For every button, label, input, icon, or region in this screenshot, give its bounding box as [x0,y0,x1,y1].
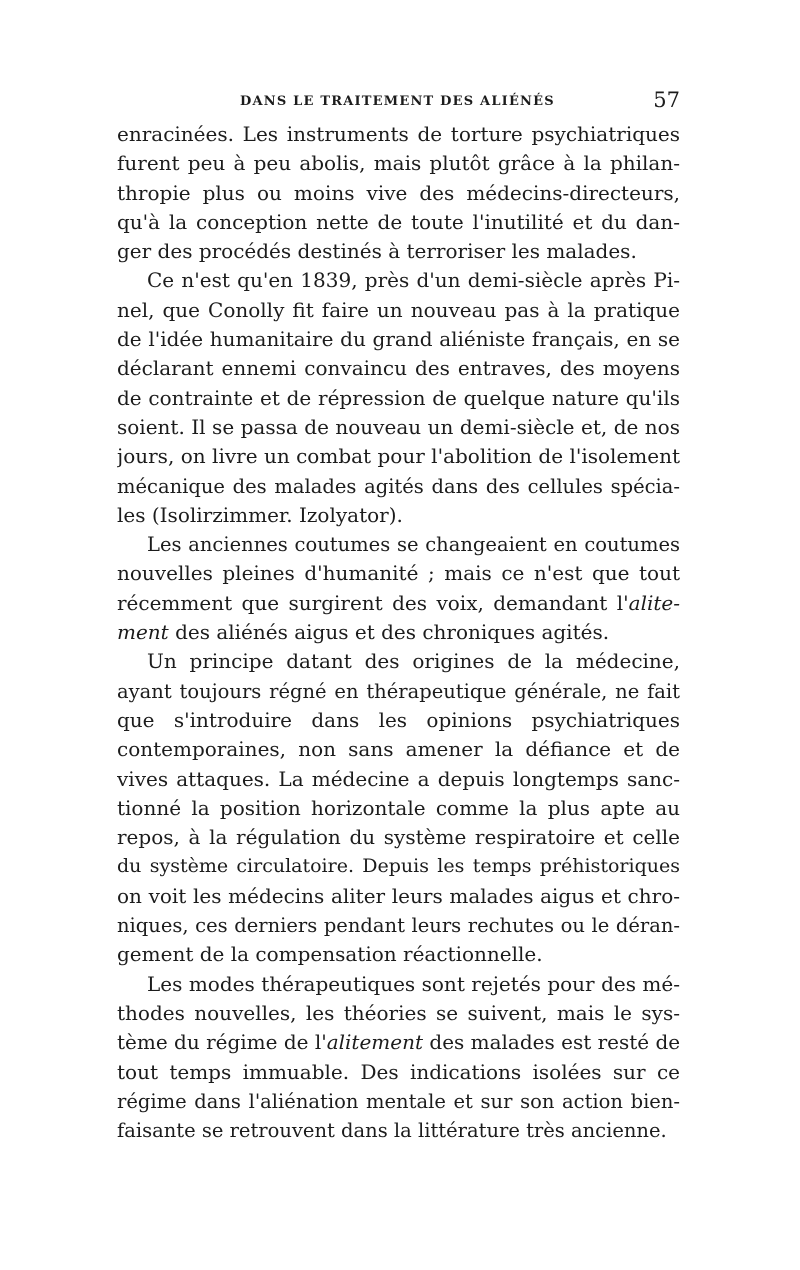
text-segment: tème du régime de l' [117,1030,327,1055]
text-line: thodes nouvelles, les théories se suivent, mais le sys- [117,1000,680,1025]
paragraph [117,120,680,266]
text-segment: récemment que surgirent des voix, demandant l' [117,590,629,615]
text-line: de contrainte et de répression de quelque nature qu'ils [117,385,680,410]
text-line: niques, ces derniers pendant leurs rechutes ou le déran- [117,914,680,938]
text-line: Ce n'est qu'en 1839, près d'un demi-siècle après Pi- [147,268,680,293]
text-line: contemporaines, non sans amener la défiance et de [117,737,680,762]
text-line: Les anciennes coutumes se changeaient en coutumes [147,533,680,557]
text-line: gement de la compensation réactionnelle. [117,942,543,967]
paragraph [117,266,680,530]
text-segment: des aliénés aigus et des chroniques agités. [168,620,610,645]
text-line: furent peu à peu abolis, mais plutôt grâce à la philan- [117,151,680,176]
text-line: jours, on livre un combat pour l'abolition de l'isolement [117,444,680,469]
text-line: tionné la position horizontale comme la plus apte au [117,795,680,820]
text-line: on voit les médecins aliter leurs malades aigus et chro- [117,883,680,908]
text-line: du système circulatoire. Depuis les temps préhistoriques [117,855,680,878]
paragraph [117,530,680,647]
italic-term: ment [117,620,169,645]
text-line: que s'introduire dans les opinions psychiatriques [117,707,680,732]
paragraph [117,647,680,969]
text-line: tout temps immuable. Des indications isolées sur ce [117,1059,680,1084]
text-line [117,589,680,618]
text-line: Un principe datant des origines de la médecine, [147,649,680,674]
text-line: repos, à la régulation du système respiratoire et celle [117,825,680,850]
text-line [117,1028,680,1057]
text-block [117,90,680,1145]
text-line: vives attaques. La médecine a depuis longtemps sanc- [117,766,680,791]
text-line: thropie plus ou moins vive des médecins-directeurs, [117,180,680,205]
page-number: 57 [653,88,680,112]
italic-term: alite- [628,590,680,615]
running-head-title: DANS LE TRAITEMENT DES ALIÉNÉS [240,94,555,109]
text-segment: des malades est resté de [423,1030,680,1055]
text-line: Les modes thérapeutiques sont rejetés pour des mé- [147,971,680,996]
running-head [117,90,680,120]
text-line: nouvelles pleines d'humanité ; mais ce n'est que tout [117,561,680,586]
text-line: ger des procédés destinés à terroriser les malades. [117,239,637,264]
text-line: régime dans l'aliénation mentale et sur son action bien- [117,1089,680,1113]
text-line: déclarant ennemi convaincu des entraves, des moyens [117,356,680,381]
text-line: de l'idée humanitaire du grand aliéniste français, en se [117,327,680,352]
italic-term: alitement [326,1030,424,1055]
text-line [117,618,680,647]
text-line: nel, que Conolly fit faire un nouveau pas à la pratique [117,297,680,322]
text-line: enracinées. Les instruments de torture psychiatriques [117,122,680,146]
text-line: ayant toujours régné en thérapeutique générale, ne fait [117,679,680,703]
text-line: faisante se retrouvent dans la littérature très ancienne. [117,1119,667,1143]
text-line: les (Isolirzimmer. Izolyator). [117,502,403,527]
text-line: soient. Il se passa de nouveau un demi-siècle et, de nos [117,414,680,439]
paragraph [117,970,680,1146]
text-line: qu'à la conception nette de toute l'inutilité et du dan- [117,209,680,234]
text-line: mécanique des malades agités dans des cellules spécia- [117,474,680,498]
